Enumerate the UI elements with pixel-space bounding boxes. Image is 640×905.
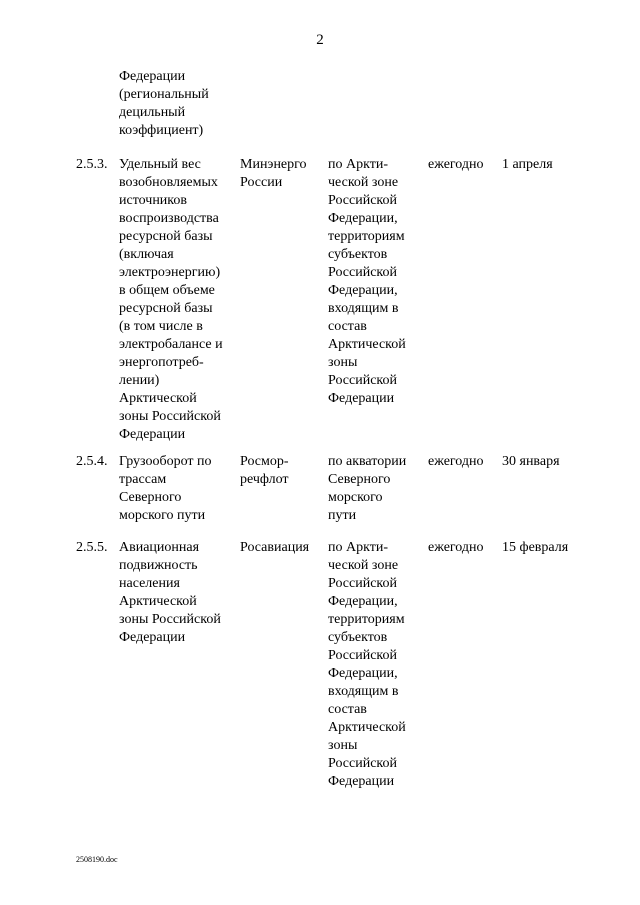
page-number: 2 bbox=[316, 32, 324, 48]
row-deadline: 1 апреля bbox=[502, 157, 553, 172]
row-periodicity: ежегодно bbox=[428, 157, 484, 172]
row-deadline: 15 февраля bbox=[502, 540, 569, 555]
row-responsible: Минэнерго России bbox=[240, 157, 307, 190]
row-responsible: Росмор- речфлот bbox=[240, 454, 289, 487]
row-number: 2.5.3. bbox=[76, 157, 108, 172]
row-indicator: Грузооборот по трассам Северного морского пути bbox=[119, 454, 212, 523]
row-indicator: Удельный вес возобновляемых источников воспроизводства ресурсной базы (включая электроэнергию) в общем объеме ресурсной базы (в том числе в электробалансе и энергопотреб- лении) Арктической зоны Российской Федерации bbox=[119, 157, 223, 442]
row-indicator: Авиационная подвижность населения Арктической зоны Российской Федерации bbox=[119, 540, 221, 645]
footer-filename: 2508190.doc bbox=[76, 855, 118, 864]
row-number: 2.5.5. bbox=[76, 540, 108, 555]
carryover-indicator: Федерации (региональный децильный коэффициент) bbox=[119, 69, 209, 138]
row-territory: по Аркти- ческой зоне Российской Федерации, территориям субъектов Российской Федерации, входящим в состав Арктической зоны Российской Федерации bbox=[328, 540, 406, 789]
row-periodicity: ежегодно bbox=[428, 540, 484, 555]
row-periodicity: ежегодно bbox=[428, 454, 484, 469]
row-territory: по Аркти- ческой зоне Российской Федерации, территориям субъектов Российской Федерации, входящим в состав Арктической зоны Российской Федерации bbox=[328, 157, 406, 406]
row-territory: по акватории Северного морского пути bbox=[328, 454, 407, 523]
row-responsible: Росавиация bbox=[240, 540, 310, 555]
row-number: 2.5.4. bbox=[76, 454, 108, 469]
row-deadline: 30 января bbox=[502, 454, 560, 469]
